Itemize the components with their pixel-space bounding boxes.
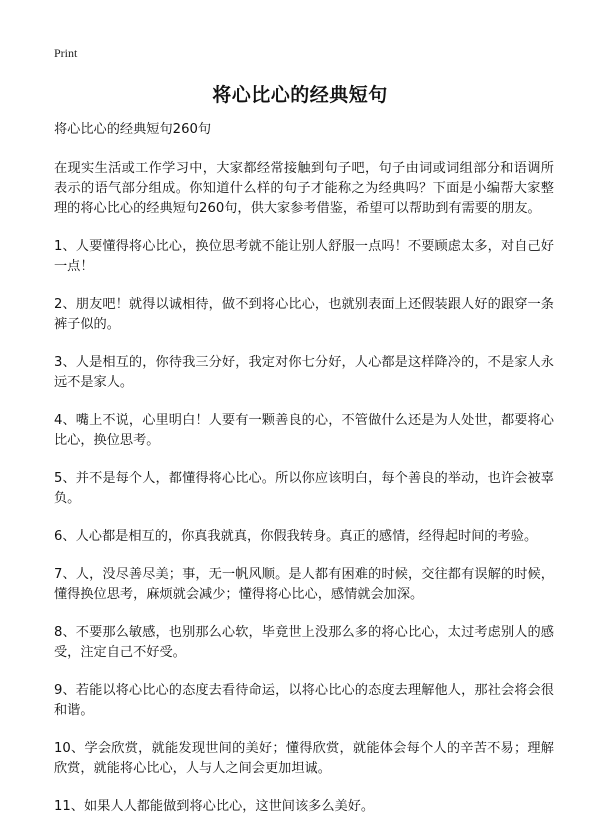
list-item: 4、嘴上不说，心里明白！人要有一颗善良的心，不管做什么还是为人处世，都要将心比心，换位思考。 [54, 413, 554, 448]
list-item: 10、学会欣赏，就能发现世间的美好；懂得欣赏，就能体会每个人的辛苦不易；理解欣赏，就能将心比心，人与人之间会更加坦诚。 [54, 741, 554, 776]
list-item: 8、不要那么敏感，也别那么心软，毕竟世上没那么多的将心比心，太过考虑别人的感受，注定自己不好受。 [54, 625, 554, 660]
list-item: 3、人是相互的，你待我三分好，我定对你七分好，人心都是这样降冷的，不是家人永远不是家人。 [54, 355, 554, 390]
list-item: 1、人要懂得将心比心，换位思考就不能让别人舒服一点吗！不要顾虑太多，对自己好一点！ [54, 239, 554, 274]
list-item: 7、人，没尽善尽美；事，无一帆风顺。是人都有困难的时候，交往都有误解的时候，懂得换位思考，麻烦就会减少；懂得将心比心，感情就会加深。 [54, 567, 554, 602]
page-title: 将心比心的经典短句 [212, 84, 388, 106]
list-item: 11、如果人人都能做到将心比心，这世间该多么美好。 [54, 799, 375, 814]
list-item: 6、人心都是相互的，你真我就真，你假我转身。真正的感情，经得起时间的考验。 [54, 529, 538, 544]
list-item: 2、朋友吧！就得以诚相待，做不到将心比心，也就别表面上还假装跟人好的跟穿一条裤子似的。 [54, 297, 554, 332]
list-item: 5、并不是每个人，都懂得将心比心。所以你应该明白，每个善良的举动，也许会被辜负。 [54, 471, 554, 506]
intro-paragraph: 在现实生活或工作学习中，大家都经常接触到句子吧，句子由词或词组部分和语调所表示的语气部分组成。你知道什么样的句子才能称之为经典吗？下面是小编帮大家整理的将心比心的经典短句260句，供大家参考借鉴，希望可以帮助到有需要的朋友。 [54, 161, 554, 216]
article-body [54, 120, 554, 835]
article-subtitle: 将心比心的经典短句260句 [54, 122, 212, 137]
list-item: 9、若能以将心比心的态度去看待命运，以将心比心的态度去理解他人，那社会将会很和谐。 [54, 683, 554, 718]
print-link[interactable]: Print [54, 46, 78, 60]
